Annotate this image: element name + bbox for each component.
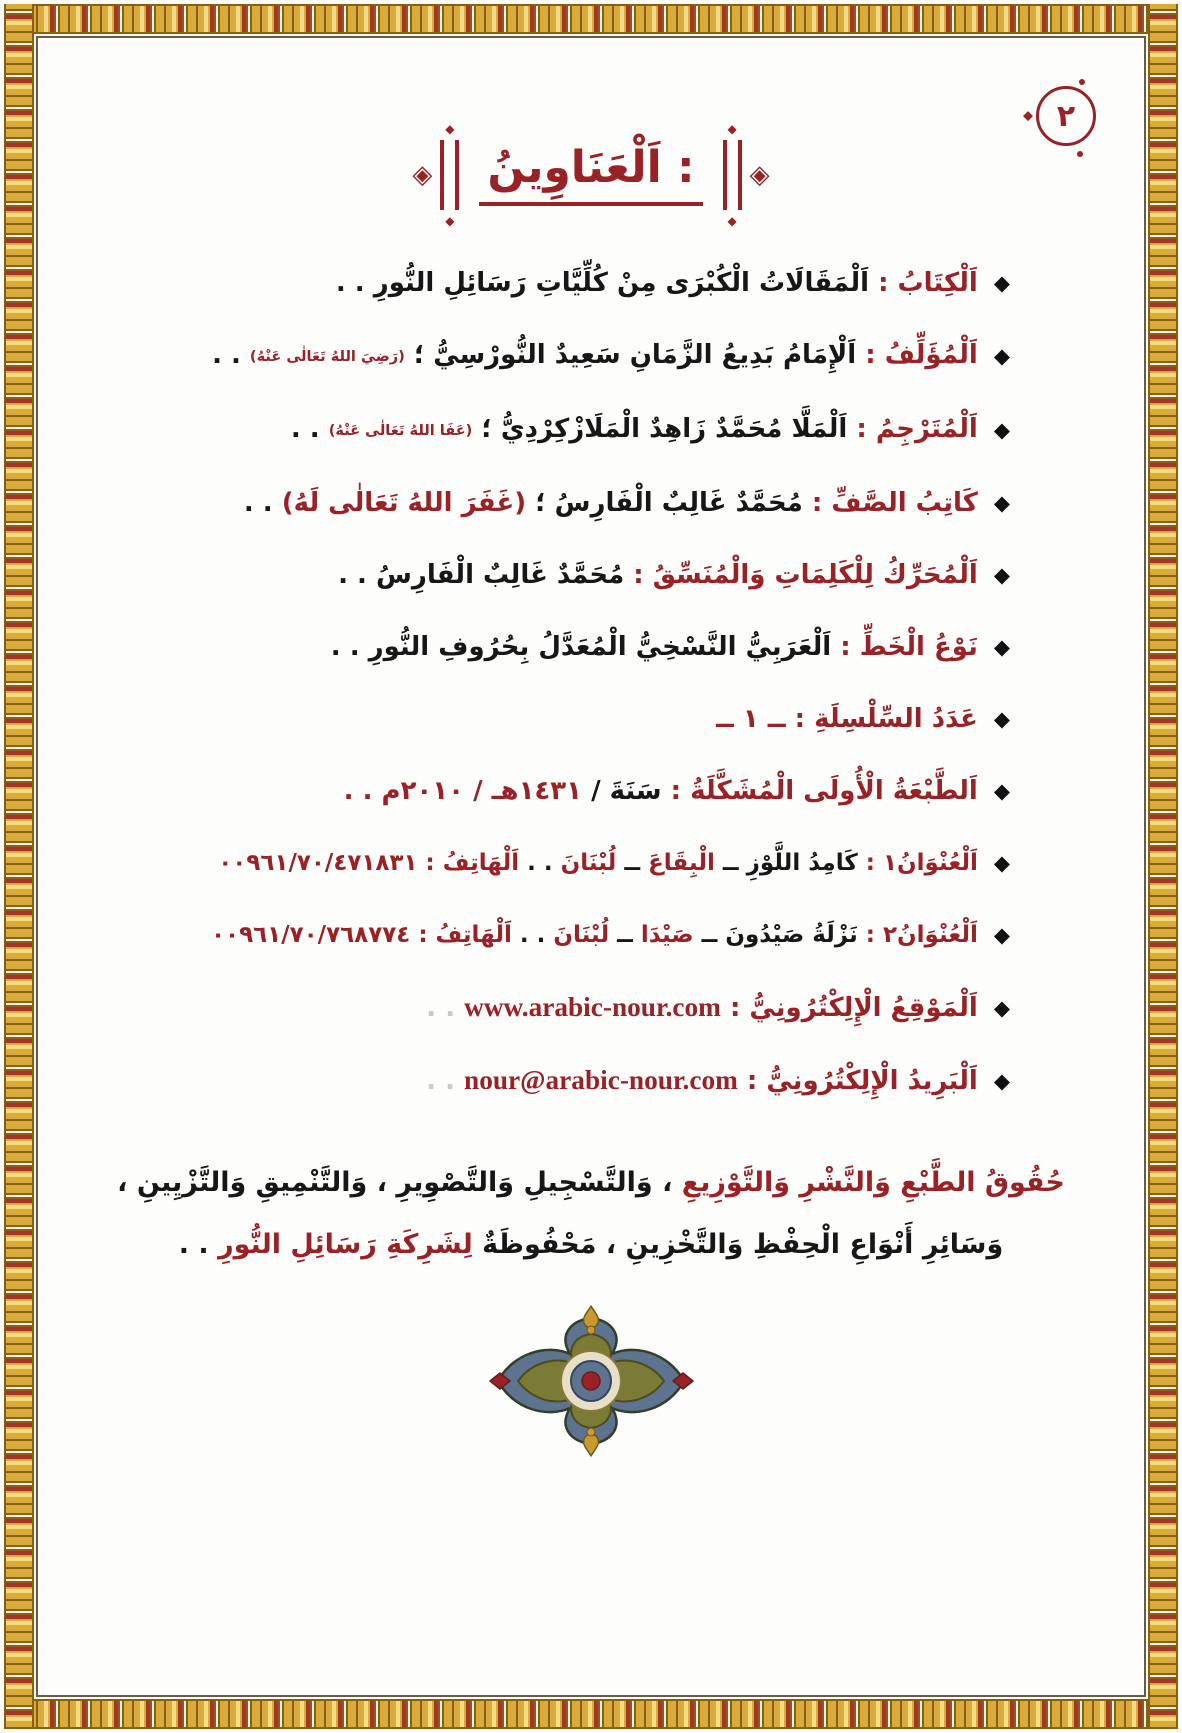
border-chain-bottom: [4, 1699, 1178, 1729]
bottom-floral-ornament-icon: [484, 1304, 699, 1459]
black-diamond-icon: ◆: [993, 491, 1010, 515]
black-diamond-icon: ◆: [993, 779, 1010, 803]
item-text: اَلْكِتَابُ : اَلْمَقَالَاتُ الْكُبْرَى مِنْ كُلِّيَّاتِ رَسَائِلِ النُّورِ . .: [335, 268, 978, 298]
border-chain-right: [1148, 4, 1178, 1729]
item-address-2: [80, 916, 1010, 954]
double-bar-icon: [723, 140, 742, 210]
item-text: كَاتِبُ الصَّفِّ : مُحَمَّدٌ غَالِبٌ الْفَارِسُ ؛ (غَفَرَ اللهُ تَعَالٰى لَهُ) . .: [243, 488, 978, 518]
black-diamond-icon: ◆: [993, 1068, 1010, 1093]
page-title: اَلْعَنَاوِينُ :: [479, 144, 702, 206]
border-chain-top: [4, 4, 1178, 34]
item-website: [80, 988, 1010, 1027]
copyright-paragraph: حُقُوقُ الطَّبْعِ وَالنَّشْرِ وَالتَّوْزِيعِ ، وَالتَّسْجِيلِ وَالتَّصْوِيرِ ، وَالتَّنْمِيقِ وَالتَّزْيِينِ ، وَسَائِرِ أَنْوَاعِ الْحِفْظِ وَالتَّخْزِينِ ، مَحْفُوظَةٌ لِشَرِكَةِ رَسَائِلِ النُّورِ . .: [117, 1167, 1065, 1261]
item-text: اَلْعُنْوَانُ١ : كَامِدُ اللَّوْزِ ــ الْبِقَاعَ ــ لُبْنَانَ . . اَلْهَاتِفُ : ٠٠٩٦١/٧٠/٤٧١٨٣١: [218, 850, 978, 876]
details-list: [80, 264, 1010, 1100]
page-content: [40, 40, 1142, 1693]
item-series-number: [80, 700, 1010, 738]
title-bracket-right-icon: [723, 140, 770, 210]
item-book: [80, 264, 1010, 302]
item-text: اَلْمَوْقِعُ الْإِلِكْتُرُونِيُّ : www.arabic-nour.com . .: [426, 992, 978, 1023]
fleuron-icon: ◈: [749, 160, 770, 190]
black-diamond-icon: ◆: [993, 563, 1010, 587]
item-address-1: [80, 844, 1010, 882]
item-text: نَوْعُ الْخَطِّ : اَلْعَرَبِيُّ النَّسْخِيُّ الْمُعَدَّلُ بِحُرُوفِ النُّورِ . .: [330, 632, 978, 662]
item-formatter: [80, 556, 1010, 594]
black-diamond-icon: ◆: [993, 851, 1010, 875]
black-diamond-icon: ◆: [993, 995, 1010, 1020]
title-bracket-left-icon: [412, 140, 459, 210]
border-chain-left: [4, 4, 34, 1729]
black-diamond-icon: ◆: [993, 418, 1010, 442]
item-author: [80, 336, 1010, 376]
black-diamond-icon: ◆: [993, 707, 1010, 731]
double-bar-icon: [440, 140, 459, 210]
item-email: [80, 1061, 1010, 1100]
item-first-edition: [80, 772, 1010, 810]
page-number: ◆ ٢: [1056, 98, 1076, 134]
page-number-badge: [1036, 86, 1096, 146]
item-translator: [80, 410, 1010, 450]
item-font-type: [80, 628, 1010, 666]
item-text: اَلْمُؤَلِّفُ : اَلْإِمَامُ بَدِيعُ الزَّمَانِ سَعِيدٌ النُّورْسِيُّ ؛ (رَضِيَ اللهُ تَعَالٰى عَنْهُ) . .: [212, 340, 978, 370]
black-diamond-icon: ◆: [993, 923, 1010, 947]
black-diamond-icon: ◆: [993, 271, 1010, 295]
item-text: اَلْبَرِيدُ الْإِلِكْتُرُونِيُّ : nour@arabic-nour.com . .: [426, 1065, 978, 1096]
title-row: [40, 140, 1142, 210]
item-text: عَدَدُ السِّلْسِلَةِ : ــ ١ ــ: [716, 704, 978, 734]
item-text: اَلطَّبْعَةُ الْأُولَى الْمُشَكَّلَةُ : سَنَةَ / ١٤٣١هـ / ٢٠١٠م . .: [343, 776, 978, 806]
black-diamond-icon: ◆: [993, 635, 1010, 659]
item-text: اَلْمُتَرْجِمُ : اَلْمَلَّا مُحَمَّدٌ زَاهِدٌ الْمَلَازْكِرْدِيُّ ؛ (عَفَا اللهُ تَعَالٰى عَنْهُ) . .: [290, 414, 978, 444]
item-text: اَلْمُحَرِّكُ لِلْكَلِمَاتِ وَالْمُنَسِّقُ : مُحَمَّدٌ غَالِبٌ الْفَارِسُ . .: [338, 560, 978, 590]
fleuron-icon: ◈: [412, 160, 433, 190]
item-text: اَلْعُنْوَانُ٢ : نَزْلَةُ صَيْدُونَ ــ صَيْدَا ــ لُبْنَانَ . . اَلْهَاتِفُ : ٠٠٩٦١/٧٠/٧٦٨٧٧٤: [211, 922, 978, 948]
ornament-row: [40, 1304, 1142, 1459]
item-typesetter: [80, 484, 1010, 522]
black-diamond-icon: ◆: [993, 344, 1010, 368]
